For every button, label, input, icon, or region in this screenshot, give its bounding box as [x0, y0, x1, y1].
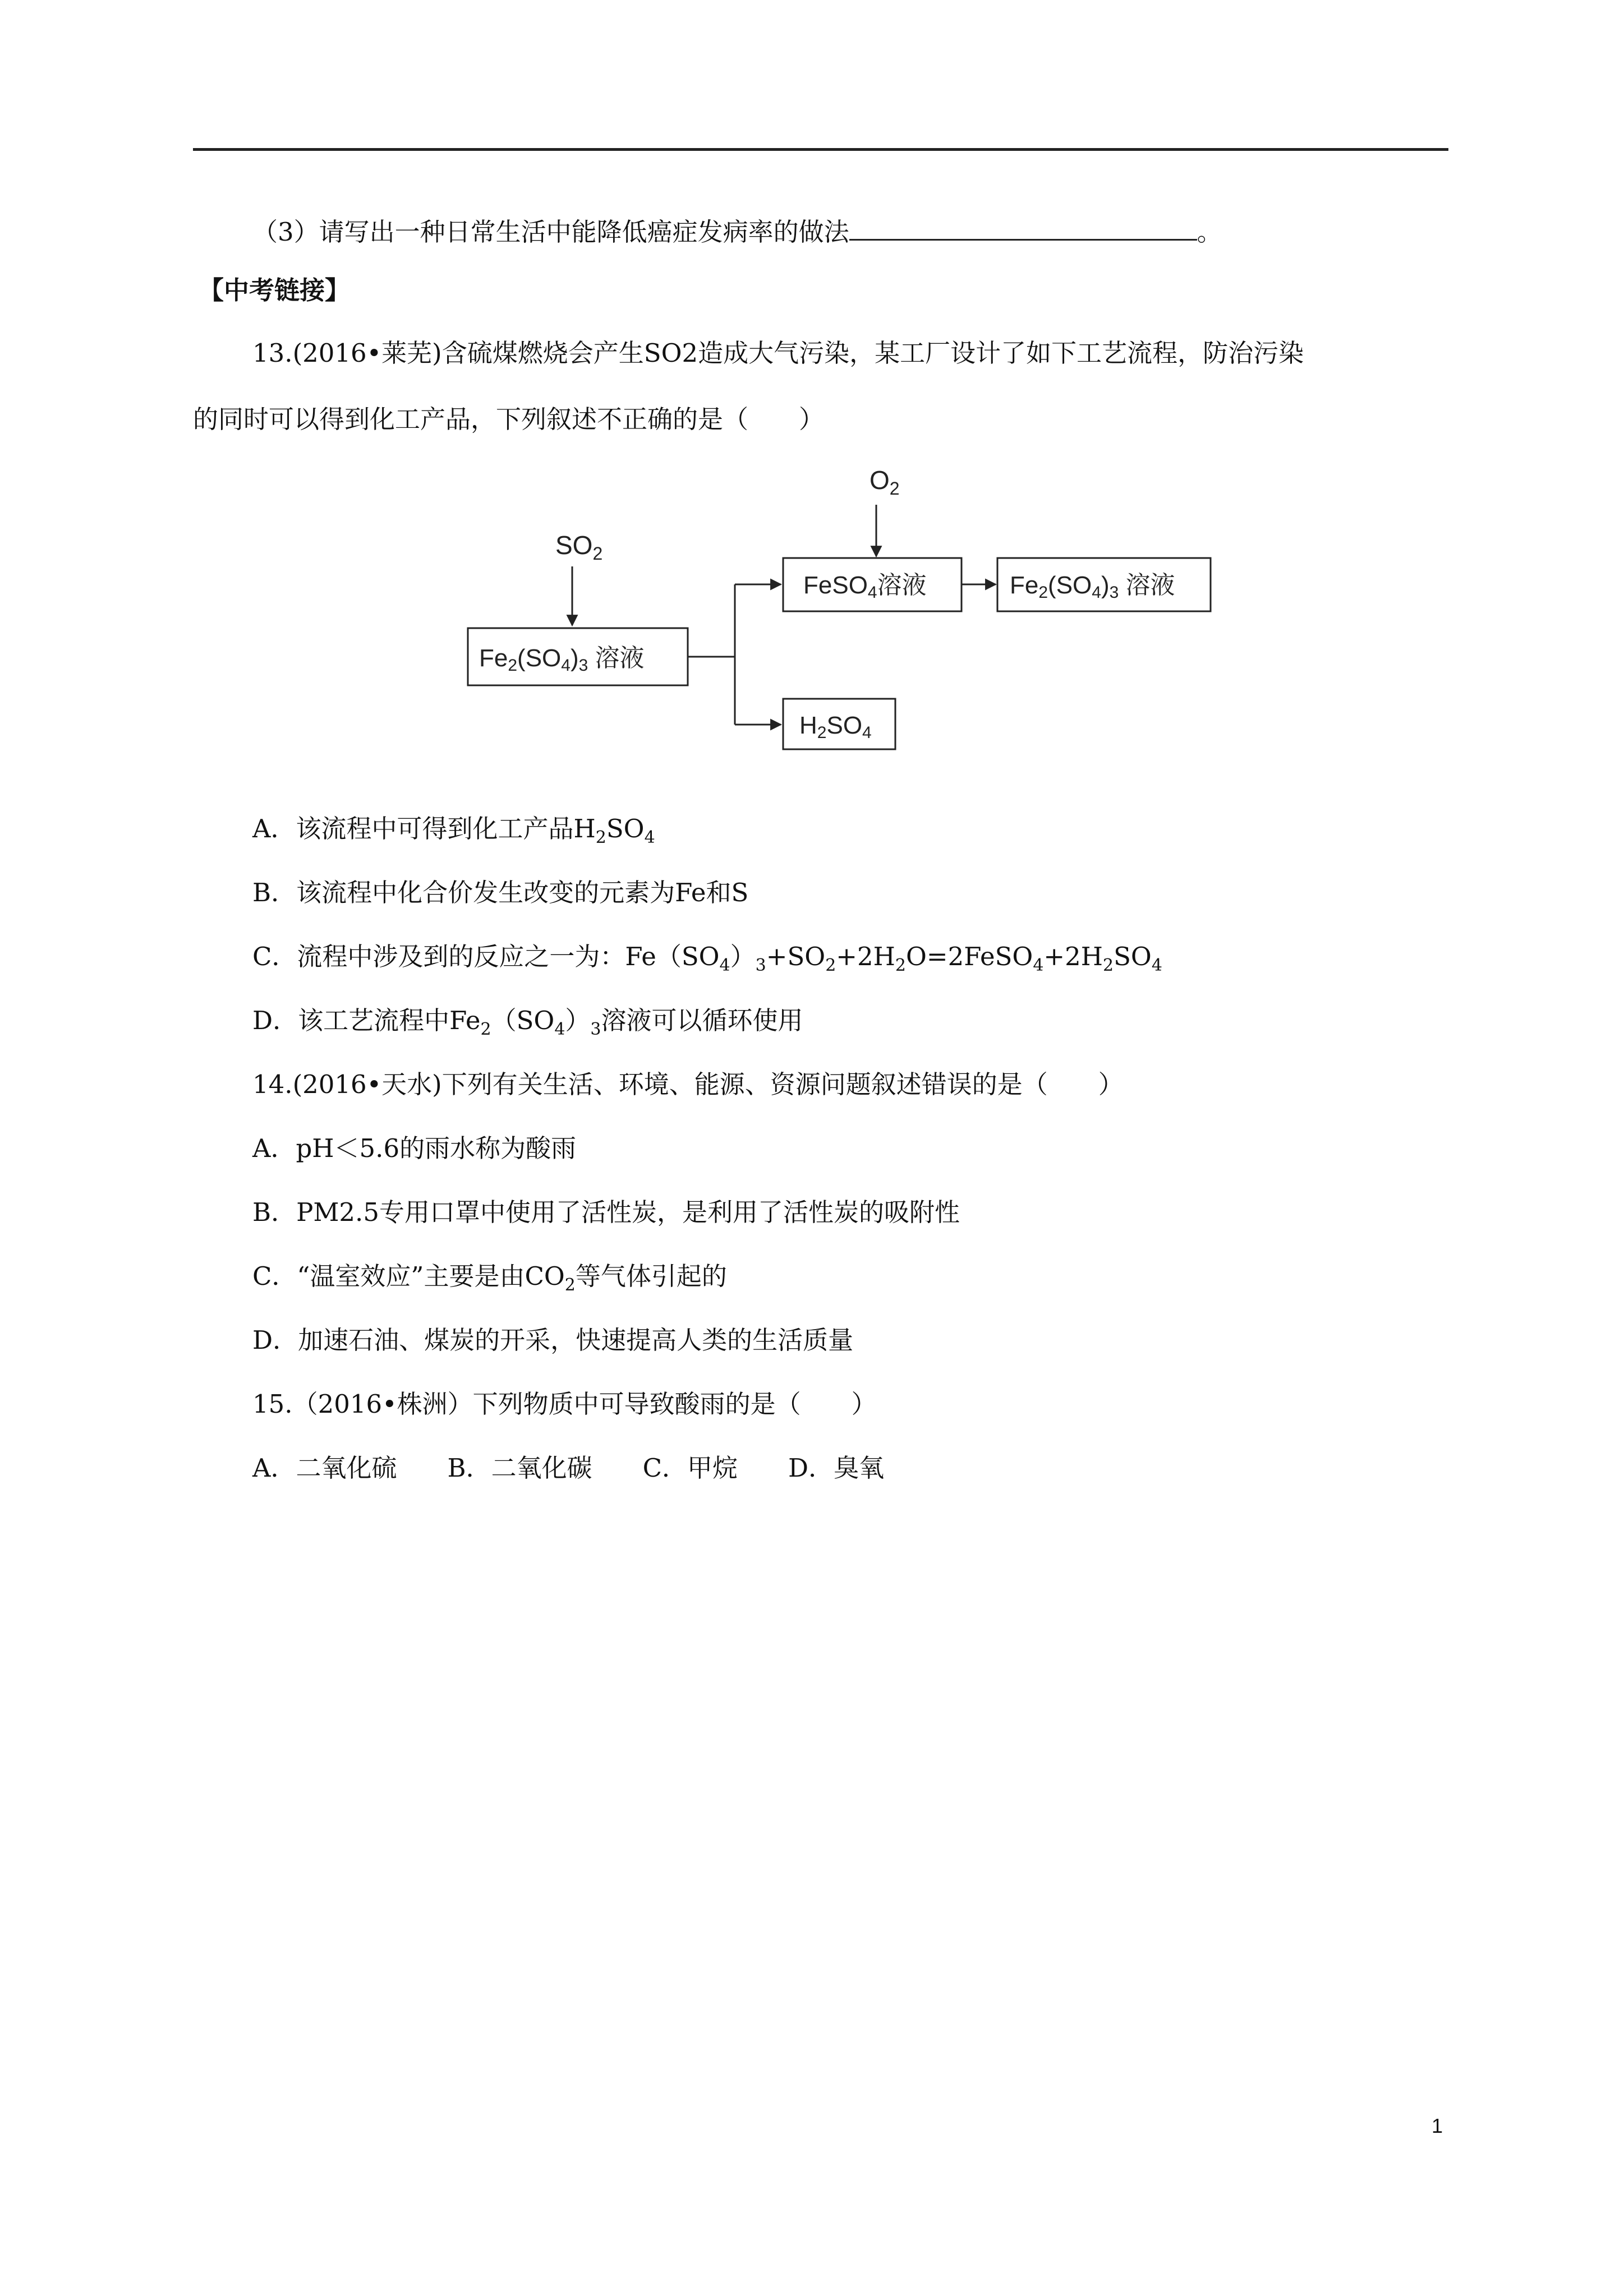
process-flow-diagram [460, 454, 1234, 768]
q15-option-b[interactable]: B．二氧化碳 [447, 1453, 592, 1483]
box-fe2so43-start [468, 628, 688, 685]
page-number: 1 [1432, 2114, 1443, 2137]
svg-text:Fe2(SO4)3 溶液: Fe2(SO4)3 溶液 [1010, 571, 1175, 602]
q12-part3-text: （3）请写出一种日常生活中能降低癌症发病率的做法 [252, 217, 849, 247]
svg-text:Fe2(SO4)3 溶液: Fe2(SO4)3 溶液 [479, 644, 645, 675]
q13-option-d[interactable]: D．该工艺流程中$Fe_2(SO_4)_3$溶液可以循环使用 [252, 1006, 803, 1039]
box-fe2so43-end [997, 558, 1211, 611]
svg-text:FeSO4溶液: FeSO4溶液 [803, 571, 927, 602]
q14-option-d[interactable]: D．加速石油、煤炭的开采，快速提高人类的生活质量 [252, 1325, 854, 1355]
svg-text:O2: $O_2$ [869, 465, 900, 499]
q12-part3 [252, 212, 1509, 249]
q15-option-d[interactable]: D．臭氧 [788, 1453, 885, 1483]
q13-stem-prefix: 的同时可以得到化工产品，下列叙述不正确的是（ [193, 404, 749, 434]
q13-option-b[interactable]: B．该流程中化合价发生改变的元素为Fe和S [252, 878, 749, 907]
input-so2 [555, 531, 602, 564]
answer-blank[interactable] [849, 212, 1197, 241]
q15-options [252, 1451, 1509, 1485]
q14-option-c[interactable]: C．“温室效应”主要是由$CO_2$等气体引起的 [252, 1261, 727, 1295]
q15-option-c[interactable]: C．甲烷 [642, 1453, 738, 1483]
input-o2 [869, 465, 900, 499]
q14-option-b[interactable]: B．PM2.5专用口罩中使用了活性炭，是利用了活性炭的吸附性 [252, 1197, 960, 1227]
svg-text:H2SO4: H2SO4 [799, 712, 872, 742]
q13-option-c[interactable]: C．流程中涉及到的反应之一为：$Fe(SO_4)_3+SO_2+2H_2O=2FeSO_4+2H_2SO_4$ [252, 942, 1162, 975]
q15-option-a[interactable]: A．二氧化硫 [252, 1453, 397, 1483]
q13-option-a[interactable]: A．该流程中可得到化工产品$H_2SO_4$ [252, 814, 655, 847]
q14-option-a[interactable]: A．pH＜5.6的雨水称为酸雨 [252, 1133, 577, 1163]
svg-text:SO2: $SO_2$ [555, 531, 603, 564]
box-h2so4 [783, 699, 895, 749]
q13-stem-line1: 13.(2016•莱芜)含硫煤燃烧会产生SO2造成大气污染，某工厂设计了如下工艺流程，防治污染 [252, 338, 1304, 368]
q12-end-mark: 。 [1197, 217, 1222, 247]
box-feso4 [783, 558, 961, 611]
q13-stem-suffix: ） [799, 404, 825, 434]
section-heading: 【中考链接】 [199, 275, 351, 305]
q14-stem: 14.(2016•天水)下列有关生活、环境、能源、资源问题叙述错误的是（ ） [252, 1069, 1124, 1099]
header-rule [193, 148, 1448, 151]
q15-stem: 15.（2016•株洲）下列物质中可导致酸雨的是（ ） [252, 1389, 877, 1419]
q13-stem-line2 [193, 403, 1450, 436]
